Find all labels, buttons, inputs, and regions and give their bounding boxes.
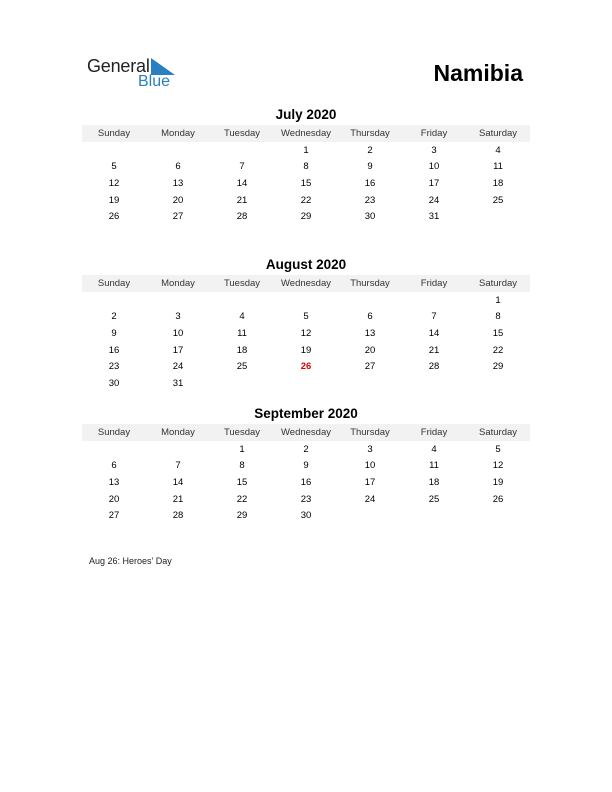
day-cell: 26 (108, 211, 120, 223)
day-cell: 8 (239, 460, 245, 472)
weekday-label: Monday (161, 128, 195, 139)
day-cell: 3 (175, 311, 181, 323)
week-row (82, 159, 530, 176)
day-cell: 10 (428, 161, 440, 173)
week-row (82, 491, 530, 508)
week-row (82, 325, 530, 342)
day-cell: 11 (429, 460, 439, 472)
day-cell: 19 (492, 476, 504, 488)
month-title: August 2020 (265, 257, 347, 272)
day-cell: 29 (492, 361, 504, 373)
day-cell: 5 (495, 443, 501, 455)
country-title: Namibia (433, 60, 523, 86)
month-july (82, 105, 530, 225)
day-cell: 22 (236, 493, 248, 505)
day-cell: 11 (237, 327, 247, 339)
day-cell: 20 (364, 344, 376, 356)
week-row (82, 375, 530, 392)
weekday-header (82, 125, 530, 142)
weekday-header (82, 275, 530, 292)
week-row (82, 342, 530, 359)
weekday-label: Tuesday (223, 128, 261, 139)
day-cell: 29 (236, 510, 248, 522)
day-cell: 12 (300, 327, 312, 339)
day-cell: 21 (172, 493, 184, 505)
weekday-header (82, 424, 530, 441)
weekday-label: Thursday (350, 278, 390, 289)
week-row (82, 142, 530, 159)
month-grid (82, 292, 530, 392)
weekday-label: Friday (420, 128, 448, 139)
day-cell: 25 (236, 361, 248, 373)
day-cell: 1 (495, 294, 501, 306)
day-cell: 20 (108, 493, 120, 505)
day-cell: 13 (364, 327, 376, 339)
day-cell: 31 (428, 211, 440, 223)
weekday-label: Saturday (478, 427, 518, 438)
day-cell: 4 (495, 144, 501, 156)
logo-general-text: General (87, 56, 150, 76)
day-cell: 13 (108, 476, 120, 488)
week-row (82, 441, 530, 458)
day-cell: 9 (367, 161, 373, 173)
day-cell: 15 (300, 177, 312, 189)
weekday-label: Tuesday (223, 278, 261, 289)
weekday-label: Sunday (97, 128, 131, 139)
month-august (82, 255, 530, 392)
day-cell: 12 (108, 177, 120, 189)
day-cell: 27 (364, 361, 376, 373)
day-cell: 24 (172, 361, 184, 373)
weekday-label: Friday (420, 427, 448, 438)
day-cell: 18 (236, 344, 248, 356)
day-cell: 17 (364, 476, 376, 488)
day-cell: 6 (111, 460, 117, 472)
day-cell: 4 (431, 443, 437, 455)
week-row (82, 474, 530, 491)
day-cell: 14 (172, 476, 184, 488)
month-title: September 2020 (254, 406, 358, 421)
day-cell: 10 (364, 460, 376, 472)
week-row (82, 192, 530, 209)
day-cell: 7 (431, 311, 437, 323)
day-cell: 7 (239, 161, 245, 173)
day-cell: 25 (428, 493, 440, 505)
weekday-label: Sunday (97, 278, 131, 289)
logo-blue-text: Blue (138, 73, 171, 90)
day-cell: 1 (303, 144, 309, 156)
day-cell: 26 (492, 493, 504, 505)
day-cell: 7 (175, 460, 181, 472)
day-cell: 3 (367, 443, 373, 455)
day-cell: 1 (239, 443, 245, 455)
day-cell: 5 (303, 311, 309, 323)
day-cell: 27 (172, 211, 184, 223)
day-cell: 15 (236, 476, 248, 488)
day-cell: 23 (108, 361, 120, 373)
day-cell: 23 (364, 194, 376, 206)
day-cell: 15 (492, 327, 504, 339)
day-cell: 28 (172, 510, 184, 522)
day-cell: 6 (367, 311, 373, 323)
day-cell: 6 (175, 161, 181, 173)
day-cell: 25 (492, 194, 504, 206)
day-cell: 21 (428, 344, 440, 356)
week-row (82, 309, 530, 326)
weekday-label: Thursday (350, 427, 390, 438)
day-cell: 28 (428, 361, 440, 373)
month-grid (82, 142, 530, 225)
weekday-label: Sunday (97, 427, 131, 438)
holiday-note: Aug 26: Heroes’ Day (89, 556, 172, 566)
day-cell: 10 (172, 327, 184, 339)
month-september (82, 404, 530, 524)
day-cell: 2 (303, 443, 309, 455)
day-cell: 27 (108, 510, 120, 522)
weekday-label: Saturday (478, 128, 518, 139)
day-cell: 17 (172, 344, 184, 356)
day-cell: 2 (111, 311, 117, 323)
weekday-label: Wednesday (281, 128, 331, 139)
weekday-label: Monday (161, 278, 195, 289)
day-cell: 16 (300, 476, 312, 488)
day-cell: 3 (431, 144, 437, 156)
day-cell: 9 (111, 327, 117, 339)
day-cell: 8 (303, 161, 309, 173)
day-cell: 28 (236, 211, 248, 223)
logo (87, 56, 187, 92)
week-row (82, 458, 530, 475)
day-cell: 9 (303, 460, 309, 472)
holiday-day-cell: 26 (300, 361, 312, 373)
day-cell: 21 (236, 194, 248, 206)
day-cell: 30 (364, 211, 376, 223)
day-cell: 30 (108, 377, 120, 389)
day-cell: 19 (300, 344, 312, 356)
day-cell: 14 (428, 327, 440, 339)
holiday-notes (89, 556, 172, 566)
day-cell: 5 (111, 161, 117, 173)
week-row (82, 358, 530, 375)
day-cell: 8 (495, 311, 501, 323)
weekday-label: Wednesday (281, 427, 331, 438)
week-row (82, 208, 530, 225)
day-cell: 11 (493, 161, 503, 173)
day-cell: 29 (300, 211, 312, 223)
day-cell: 17 (428, 177, 440, 189)
day-cell: 14 (236, 177, 248, 189)
day-cell: 22 (492, 344, 504, 356)
day-cell: 2 (367, 144, 373, 156)
week-row (82, 175, 530, 192)
day-cell: 22 (300, 194, 312, 206)
day-cell: 4 (239, 311, 245, 323)
day-cell: 13 (172, 177, 184, 189)
weekday-label: Thursday (350, 128, 390, 139)
week-row (82, 507, 530, 524)
month-grid (82, 441, 530, 524)
day-cell: 20 (172, 194, 184, 206)
weekday-label: Friday (420, 278, 448, 289)
weekday-label: Tuesday (223, 427, 261, 438)
day-cell: 31 (172, 377, 184, 389)
day-cell: 24 (428, 194, 440, 206)
day-cell: 30 (300, 510, 312, 522)
day-cell: 16 (108, 344, 120, 356)
day-cell: 16 (364, 177, 376, 189)
day-cell: 19 (108, 194, 120, 206)
weekday-label: Monday (161, 427, 195, 438)
day-cell: 24 (364, 493, 376, 505)
week-row (82, 292, 530, 309)
day-cell: 18 (428, 476, 440, 488)
weekday-label: Wednesday (281, 278, 331, 289)
weekday-label: Saturday (478, 278, 518, 289)
month-title: July 2020 (275, 107, 337, 122)
day-cell: 12 (492, 460, 504, 472)
day-cell: 18 (492, 177, 504, 189)
day-cell: 23 (300, 493, 312, 505)
